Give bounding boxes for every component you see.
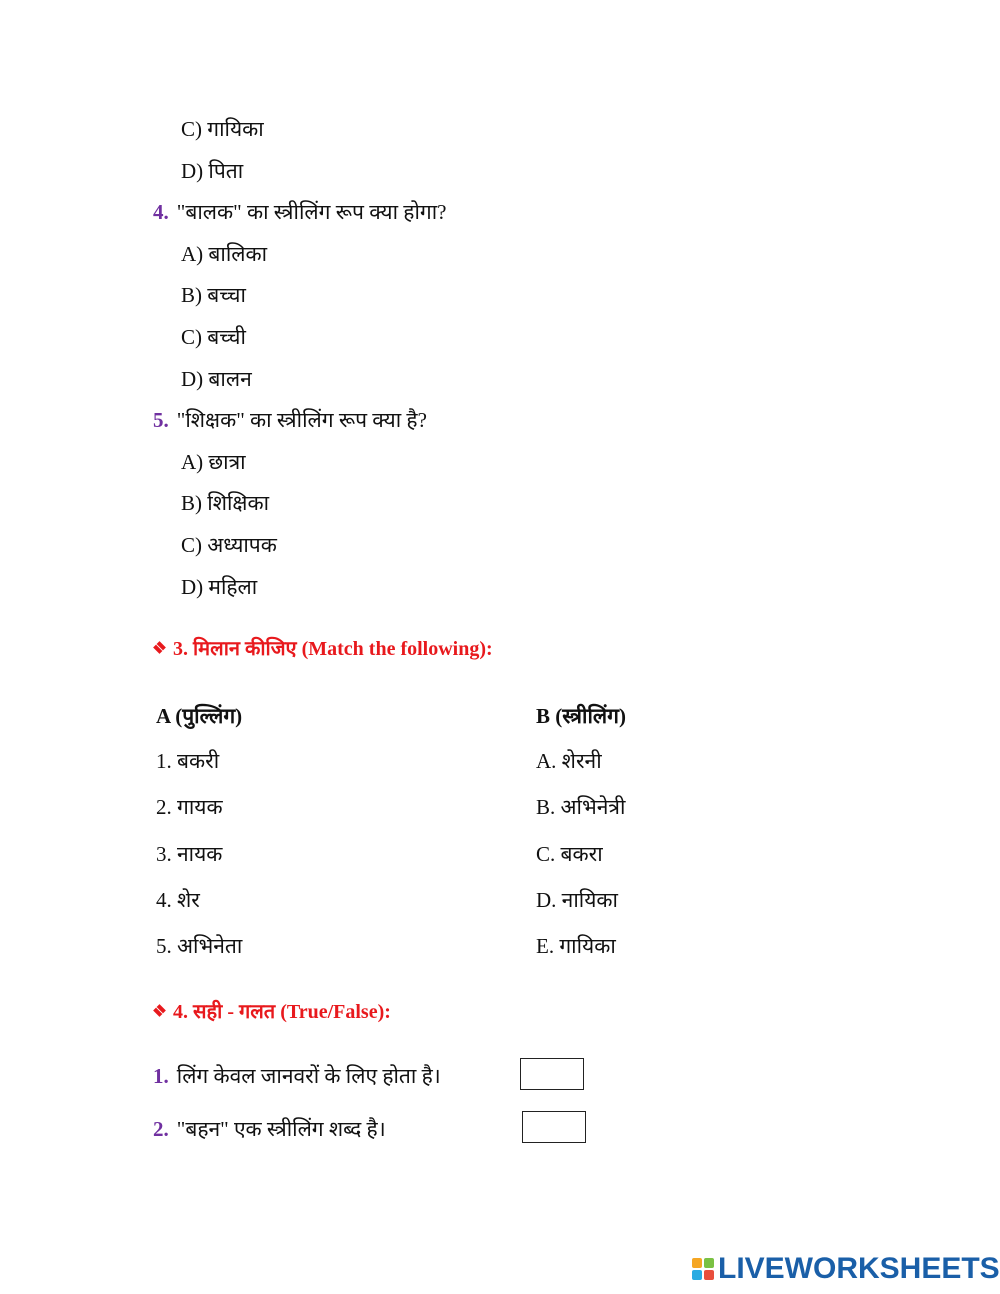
q5-option-a[interactable]: A) छात्रा [181, 450, 246, 474]
item-text: लिंग केवल जानवरों के लिए होता है। [176, 1064, 441, 1088]
section-4-heading [155, 999, 391, 1025]
question-text: "शिक्षक" का स्त्रीलिंग रूप क्या है? [176, 408, 427, 432]
logo-square [692, 1258, 702, 1268]
true-false-item-1 [153, 1063, 441, 1089]
match-b-item[interactable]: D. नायिका [536, 888, 618, 912]
match-a-item[interactable]: 1. बकरी [156, 749, 220, 773]
logo-grid-icon [692, 1258, 714, 1280]
q4-option-b[interactable]: B) बच्चा [181, 283, 246, 307]
logo-square [704, 1270, 714, 1280]
item-number: 2. [153, 1117, 169, 1141]
match-a-item[interactable]: 2. गायक [156, 795, 223, 819]
question-text: "बालक" का स्त्रीलिंग रूप क्या होगा? [176, 200, 447, 224]
question-number: 5. [153, 408, 169, 432]
section-4-title: 4. सही - गलत (True/False): [173, 1001, 391, 1023]
section-3-heading [155, 636, 493, 662]
item-text: "बहन" एक स्त्रीलिंग शब्द है। [176, 1117, 386, 1141]
logo-text: LIVEWORKSHEETS [718, 1252, 1000, 1285]
match-b-item[interactable]: B. अभिनेत्री [536, 795, 626, 819]
q5-option-d[interactable]: D) महिला [181, 575, 258, 599]
match-b-item[interactable]: A. शेरनी [536, 749, 602, 773]
true-false-item-2 [153, 1116, 386, 1142]
q4-option-c[interactable]: C) बच्ची [181, 325, 246, 349]
question-5 [153, 407, 427, 433]
column-a-header: A (पुल्लिंग) [156, 704, 243, 728]
match-b-item[interactable]: E. गायिका [536, 934, 616, 958]
logo-square [704, 1258, 714, 1268]
option-c-prev: C) गायिका [181, 117, 264, 141]
match-b-item[interactable]: C. बकरा [536, 842, 603, 866]
q4-option-a[interactable]: A) बालिका [181, 242, 268, 266]
section-3-title: 3. मिलान कीजिए (Match the following): [173, 638, 493, 660]
question-4 [153, 199, 446, 225]
match-a-item[interactable]: 5. अभिनेता [156, 934, 243, 958]
answer-box-2[interactable] [522, 1111, 586, 1143]
logo-square [692, 1270, 702, 1280]
q4-option-d[interactable]: D) बालन [181, 367, 252, 391]
diamond-bullet-icon [153, 1004, 166, 1017]
option-d-prev: D) पिता [181, 159, 244, 183]
match-a-item[interactable]: 4. शेर [156, 888, 200, 912]
q5-option-c[interactable]: C) अध्यापक [181, 533, 277, 557]
match-a-item[interactable]: 3. नायक [156, 842, 223, 866]
column-b-header: B (स्त्रीलिंग) [536, 704, 626, 728]
q5-option-b[interactable]: B) शिक्षिका [181, 491, 270, 515]
item-number: 1. [153, 1064, 169, 1088]
diamond-bullet-icon [153, 641, 166, 654]
question-number: 4. [153, 200, 169, 224]
answer-box-1[interactable] [520, 1058, 584, 1090]
liveworksheets-logo [692, 1252, 1000, 1286]
